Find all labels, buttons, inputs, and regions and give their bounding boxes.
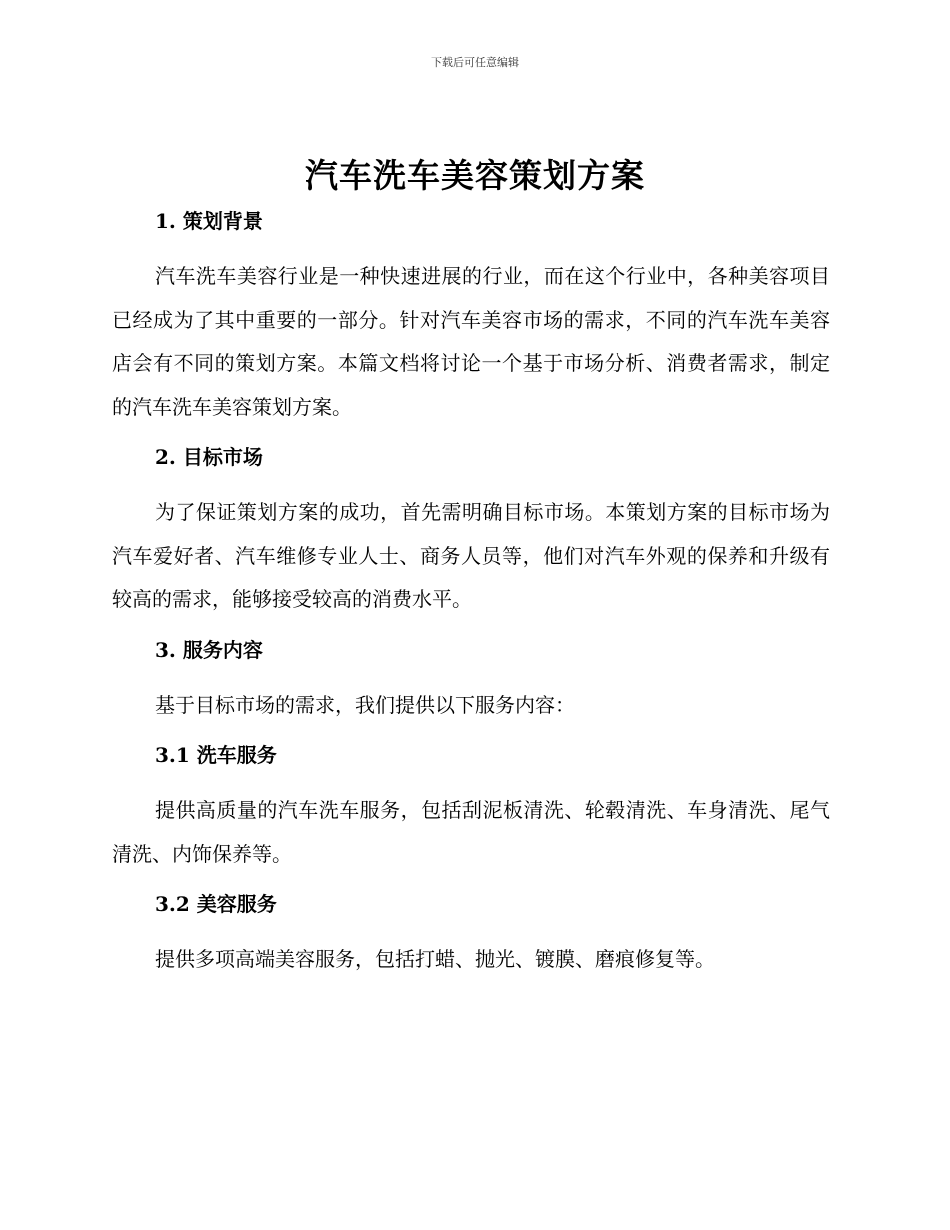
- header-note: 下载后可任意编辑: [431, 56, 519, 69]
- section-paragraph: 为了保证策划方案的成功，首先需明确目标市场。本策划方案的目标市场为汽车爱好者、汽车维修专业人士、商务人员等，他们对汽车外观的保养和升级有较高的需求，能够接受较高的消费水平。: [112, 500, 830, 611]
- section-heading: 3.1 洗车服务: [155, 743, 277, 767]
- section-paragraph: 基于目标市场的需求，我们提供以下服务内容：: [155, 692, 575, 717]
- section-heading: 3. 服务内容: [155, 637, 263, 662]
- document-body: [112, 206, 830, 982]
- section-heading: 3.2 美容服务: [155, 892, 277, 916]
- section: [112, 889, 830, 982]
- section-heading: 2. 目标市场: [155, 445, 263, 469]
- section: [112, 442, 830, 635]
- section: [112, 206, 830, 442]
- section: [112, 740, 830, 889]
- section: [112, 635, 830, 741]
- section-paragraph: 汽车洗车美容行业是一种快速进展的行业，而在这个行业中，各种美容项目已经成为了其中重要的一部分。针对汽车美容市场的需求，不同的汽车洗车美容店会有不同的策划方案。本篇文档将讨论一个基于市场分析、消费者需求，制定的汽车洗车美容策划方案。: [112, 264, 830, 419]
- section-paragraph: 提供高质量的汽车洗车服务，包括刮泥板清洗、轮毂清洗、车身清洗、尾气清洗、内饰保养等。: [112, 798, 830, 866]
- document-title: 汽车洗车美容策划方案: [305, 156, 645, 195]
- section-heading: 1. 策划背景: [155, 209, 263, 233]
- section-paragraph: 提供多项高端美容服务，包括打蜡、抛光、镀膜、磨痕修复等。: [155, 947, 715, 971]
